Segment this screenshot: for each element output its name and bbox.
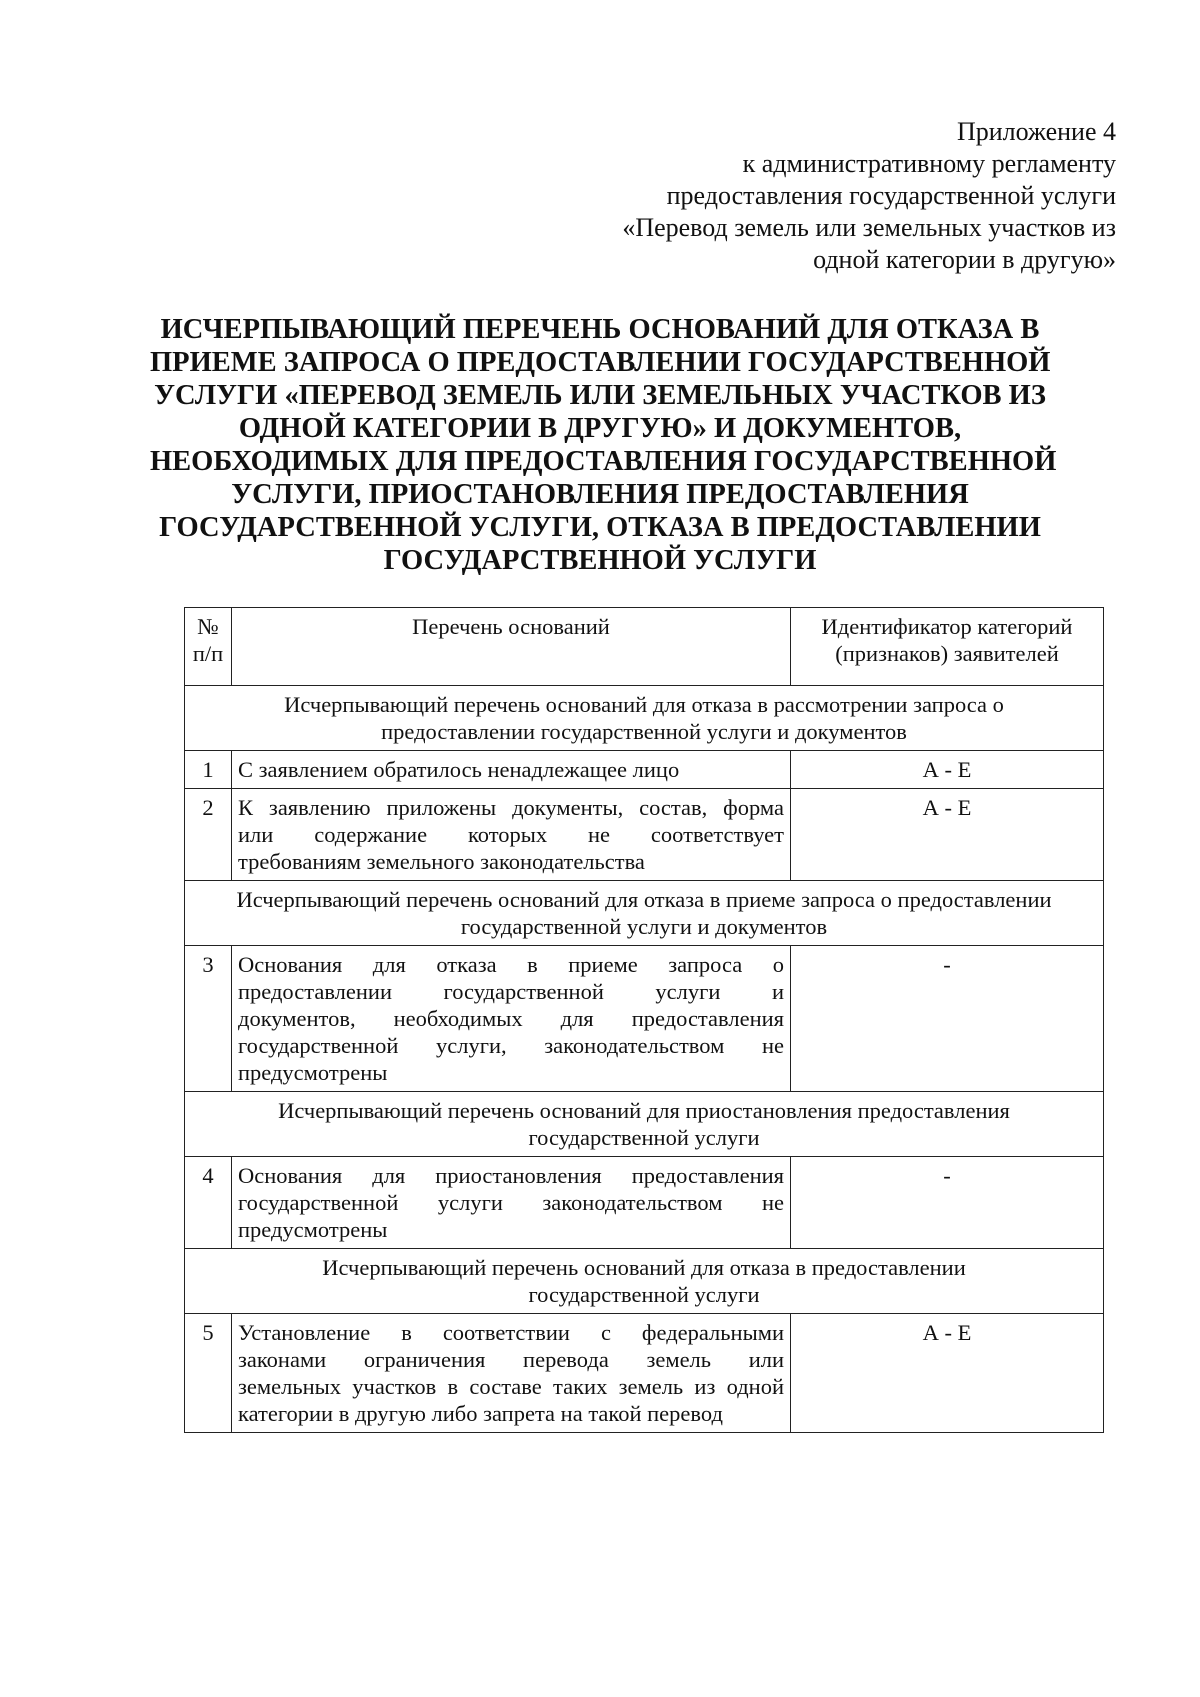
document-title: [150, 313, 1057, 577]
title-line: ОДНОЙ КАТЕГОРИИ В ДРУГУЮ» И ДОКУМЕНТОВ,: [238, 413, 962, 444]
table-header-row: [185, 608, 1104, 686]
row-ident: А - Е: [791, 1314, 1104, 1433]
section-row: [185, 1249, 1104, 1314]
reason-line: предусмотрены: [238, 1217, 388, 1242]
header-ident-line1: Идентификатор категорий: [821, 614, 1073, 639]
appendix-line: «Перевод земель или земельных участков из: [622, 213, 1116, 242]
row-reason: [232, 1157, 791, 1249]
table-row: [185, 789, 1104, 881]
table-row: [185, 1157, 1104, 1249]
section-row: [185, 686, 1104, 751]
reason-line: категории в другую либо запрета на такой перевод: [238, 1401, 723, 1426]
grounds-table: [184, 607, 1104, 1433]
header-reasons-cell: [232, 608, 791, 686]
header-ident-cell: [791, 608, 1104, 686]
reason-line: предоставлении государственной услуги и: [238, 979, 784, 1004]
reason-line: Основания для отказа в приеме запроса о: [238, 952, 784, 977]
header-num-cell: [185, 608, 232, 686]
reason-line: С заявлением обратилось ненадлежащее лицо: [238, 757, 680, 782]
row-reason: [232, 789, 791, 881]
section-title-cell: [185, 1249, 1104, 1314]
section-row: [185, 1092, 1104, 1157]
section-title-line2: государственной услуги: [528, 1282, 760, 1307]
appendix-line: предоставления государственной услуги: [666, 181, 1116, 210]
row-ident: -: [791, 1157, 1104, 1249]
appendix-line: к административному регламенту: [742, 149, 1116, 178]
section-title-line2: государственной услуги и документов: [460, 914, 828, 939]
row-num: 4: [185, 1157, 232, 1249]
reason-line: законами ограничения перевода земель или: [238, 1347, 784, 1372]
row-ident: -: [791, 946, 1104, 1092]
section-title-cell: [185, 686, 1104, 751]
title-line: ИСЧЕРПЫВАЮЩИЙ ПЕРЕЧЕНЬ ОСНОВАНИЙ ДЛЯ ОТКАЗА В: [160, 314, 1040, 345]
appendix-line: одной категории в другую»: [813, 245, 1116, 274]
section-title-line1: Исчерпывающий перечень оснований для отказа в приеме запроса о предоставлении: [236, 887, 1052, 912]
row-reason: [232, 751, 791, 789]
reason-line: документов, необходимых для предоставления: [238, 1006, 784, 1031]
section-title-line1: Исчерпывающий перечень оснований для отказа в предоставлении: [322, 1255, 966, 1280]
row-ident: А - Е: [791, 751, 1104, 789]
section-title-line2: государственной услуги: [528, 1125, 760, 1150]
table-row: [185, 751, 1104, 789]
reason-line: требованиям земельного законодательства: [238, 849, 645, 874]
title-line: УСЛУГИ «ПЕРЕВОД ЗЕМЕЛЬ ИЛИ ЗЕМЕЛЬНЫХ УЧАСТКОВ ИЗ: [154, 380, 1046, 411]
row-reason: [232, 946, 791, 1092]
row-ident: А - Е: [791, 789, 1104, 881]
header-num-line2: п/п: [192, 641, 224, 666]
reason-line: земельных участков в составе таких земель из одной: [238, 1374, 784, 1399]
reason-line: или содержание которых не соответствует: [238, 822, 784, 847]
row-num: 3: [185, 946, 232, 1092]
title-line: ПРИЕМЕ ЗАПРОСА О ПРЕДОСТАВЛЕНИИ ГОСУДАРСТВЕННОЙ: [150, 347, 1051, 378]
section-title-cell: [185, 881, 1104, 946]
reason-line: государственной услуги законодательством не: [238, 1190, 784, 1215]
row-num: 2: [185, 789, 232, 881]
title-line: ГОСУДАРСТВЕННОЙ УСЛУГИ, ОТКАЗА В ПРЕДОСТАВЛЕНИИ: [159, 512, 1041, 543]
reason-line: К заявлению приложены документы, состав, форма: [238, 795, 784, 820]
table-row: [185, 946, 1104, 1092]
reason-line: государственной услуги, законодательством не: [238, 1033, 784, 1058]
table-row: [185, 1314, 1104, 1433]
section-title-cell: [185, 1092, 1104, 1157]
title-line: УСЛУГИ, ПРИОСТАНОВЛЕНИЯ ПРЕДОСТАВЛЕНИЯ: [231, 479, 969, 510]
appendix-line: Приложение 4: [956, 117, 1116, 146]
reason-line: Установление в соответствии с федеральными: [238, 1320, 784, 1345]
header-reasons-label: Перечень оснований: [412, 614, 610, 639]
title-line: НЕОБХОДИМЫХ ДЛЯ ПРЕДОСТАВЛЕНИЯ ГОСУДАРСТВЕННОЙ: [150, 446, 1057, 477]
title-line: ГОСУДАРСТВЕННОЙ УСЛУГИ: [383, 545, 817, 576]
reason-line: Основания для приостановления предоставления: [238, 1163, 784, 1188]
section-title-line2: предоставлении государственной услуги и документов: [381, 719, 907, 744]
row-num: 5: [185, 1314, 232, 1433]
appendix-block: [622, 116, 1116, 276]
section-title-line1: Исчерпывающий перечень оснований для отказа в рассмотрении запроса о: [284, 692, 1004, 717]
row-num: 1: [185, 751, 232, 789]
header-num-line1: №: [197, 614, 219, 639]
section-row: [185, 881, 1104, 946]
header-ident-line2: (признаков) заявителей: [835, 641, 1059, 666]
section-title-line1: Исчерпывающий перечень оснований для приостановления предоставления: [278, 1098, 1010, 1123]
row-reason: [232, 1314, 791, 1433]
reason-line: предусмотрены: [238, 1060, 388, 1085]
